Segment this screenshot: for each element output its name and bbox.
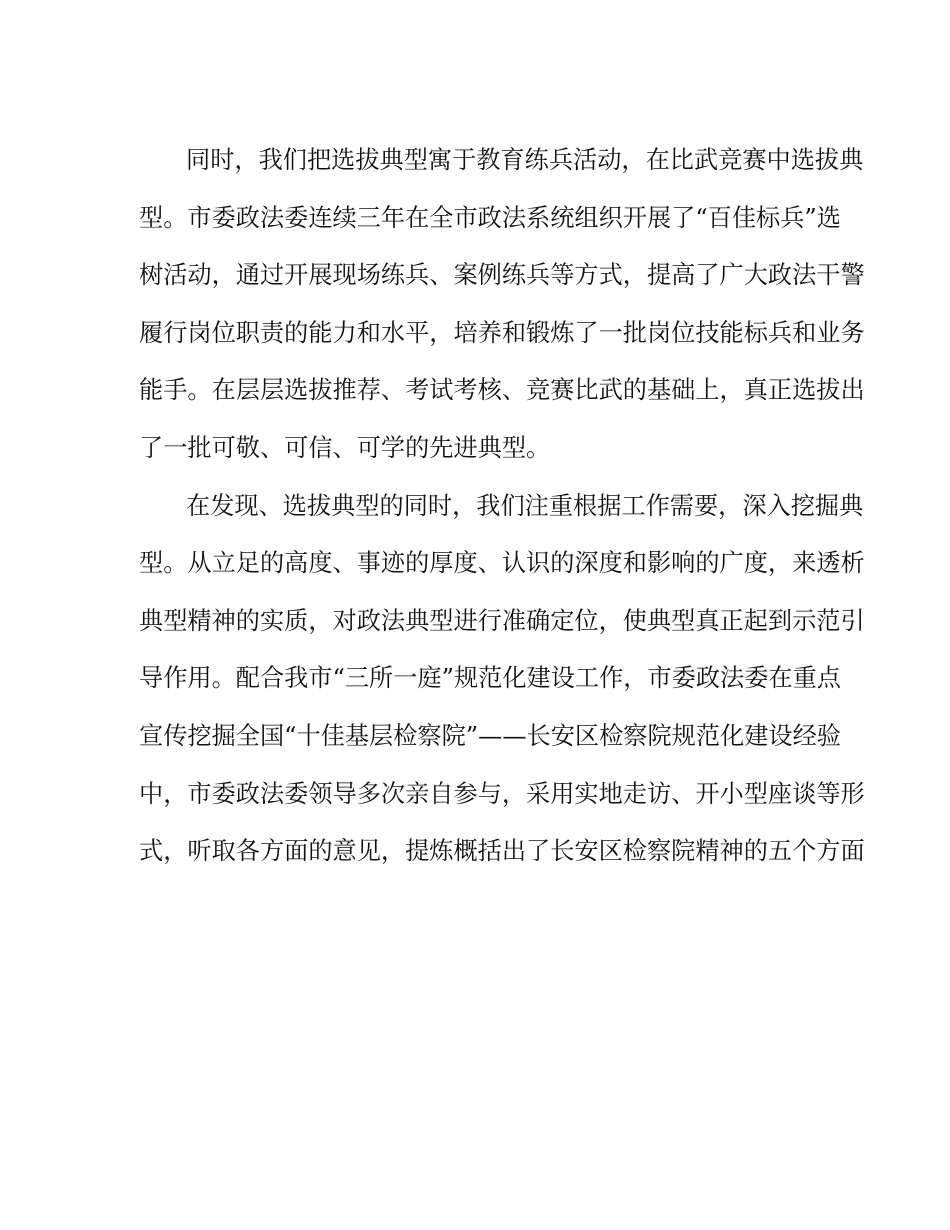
text-line: 了一批可敬、可信、可学的先进典型。 <box>139 433 551 462</box>
text-line: 履行岗位职责的能力和水平，培养和锻炼了一批岗位技能标兵和业务 <box>139 318 865 347</box>
paragraph-1 <box>139 134 865 480</box>
text-line: 式，听取各方面的意见，提炼概括出了长安区检察院精神的五个方面 <box>139 837 865 866</box>
body-text <box>139 134 865 883</box>
text-line: 能手。在层层选拔推荐、考试考核、竞赛比武的基础上，真正选拔出 <box>139 376 865 405</box>
text-line: 宣传挖掘全国“十佳基层检察院”——长安区检察院规范化建设经验 <box>139 721 841 750</box>
text-line: 导作用。配合我市“三所一庭”规范化建设工作，市委政法委在重点 <box>139 664 841 693</box>
text-line: 典型精神的实质，对政法典型进行准确定位，使典型真正起到示范引 <box>139 606 865 635</box>
text-line: 树活动，通过开展现场练兵、案例练兵等方式，提高了广大政法干警 <box>139 261 865 290</box>
text-line: 型。市委政法委连续三年在全市政法系统组织开展了“百佳标兵”选 <box>139 203 841 232</box>
text-line: 同时，我们把选拔典型寓于教育练兵活动，在比武竞赛中选拔典 <box>186 146 864 174</box>
text-line: 型。从立足的高度、事迹的厚度、认识的深度和影响的广度，来透析 <box>139 549 865 578</box>
paragraph-2 <box>139 480 865 883</box>
text-line: 中，市委政法委领导多次亲自参与，采用实地走访、开小型座谈等形 <box>139 779 865 808</box>
text-line: 在发现、选拔典型的同时，我们注重根据工作需要，深入挖掘典 <box>186 491 864 520</box>
